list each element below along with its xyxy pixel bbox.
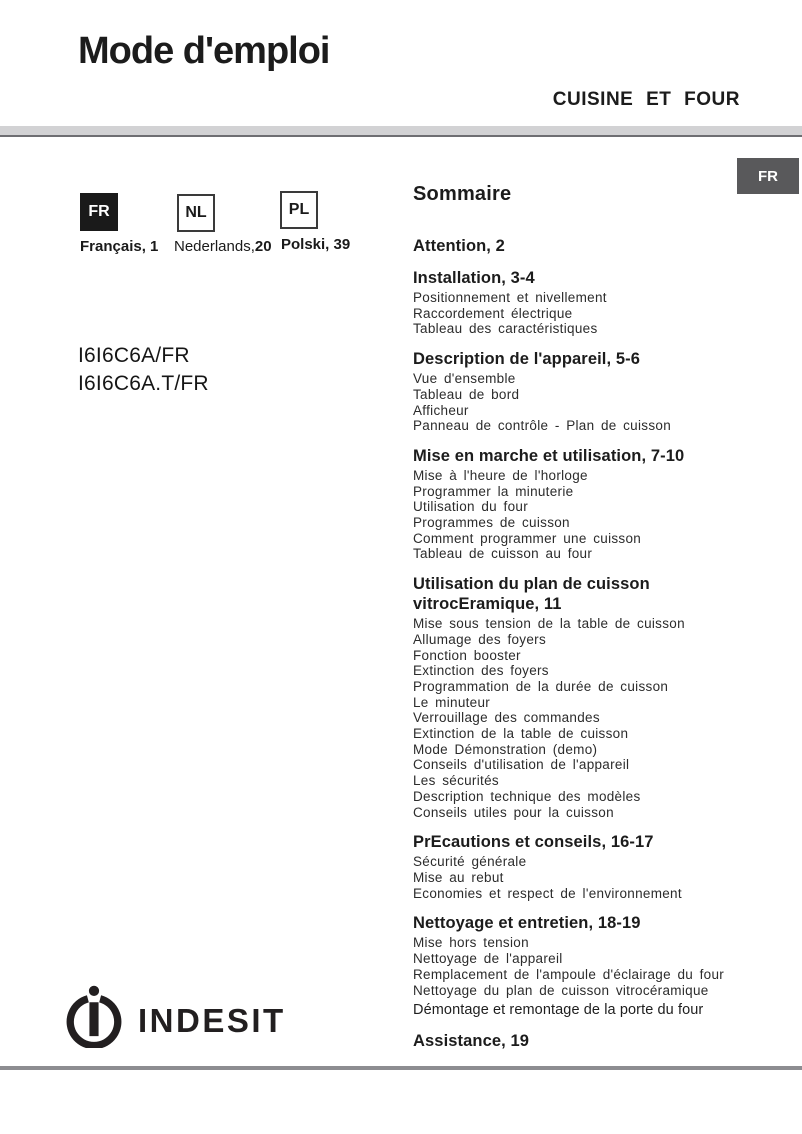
- language-corner-tab: FR: [737, 158, 799, 194]
- toc-item: Programmes de cuisson: [413, 515, 570, 531]
- language-box-pl: PL: [280, 191, 318, 229]
- toc-section-title: Utilisation du plan de cuisson vitrocEramique, 11: [413, 575, 650, 614]
- language-name-pl: Polski,: [281, 236, 330, 253]
- toc-item: Tableau de bord: [413, 386, 520, 402]
- toc-item-note: Démontage et remontage de la porte du four: [413, 1002, 704, 1019]
- toc-item: Utilisation du four: [413, 499, 529, 515]
- document-title: Mode d'emploi: [78, 30, 330, 72]
- toc-item: Mise au rebut: [413, 869, 504, 885]
- toc-item: Conseils d'utilisation de l'appareil: [413, 757, 630, 773]
- toc-item: Extinction des foyers: [413, 663, 549, 679]
- toc-section-title: Attention, 2: [413, 237, 505, 255]
- brand-wordmark: INDESIT: [138, 1002, 286, 1039]
- toc-item: Nettoyage du plan de cuisson vitrocéramique: [413, 982, 709, 998]
- toc-item: Remplacement de l'ampoule d'éclairage du four: [413, 966, 725, 982]
- toc-item: Mode Démonstration (demo): [413, 741, 598, 757]
- toc-item: Vue d'ensemble: [413, 371, 516, 387]
- toc-item: Programmer la minuterie: [413, 483, 574, 499]
- document-subtitle: CUISINE ET FOUR: [552, 89, 740, 110]
- toc-section-title: Assistance, 19: [413, 1032, 530, 1051]
- toc-section: [413, 574, 765, 820]
- toc-item: Tableau de cuisson au four: [413, 546, 593, 562]
- footer-rule: [0, 1066, 802, 1070]
- toc-section-title: Mise en marche et utilisation, 7-10: [413, 446, 685, 465]
- language-label-pl: [281, 236, 350, 253]
- model-number-line1: I6I6C6A/FR: [78, 344, 190, 367]
- model-number-line2: I6I6C6A.T/FR: [78, 372, 209, 395]
- toc-item: Le minuteur: [413, 694, 491, 710]
- toc-item: Les sécurités: [413, 773, 499, 789]
- toc-section: [413, 236, 765, 256]
- toc-section: [413, 913, 765, 1019]
- toc-item: Verrouillage des commandes: [413, 710, 600, 726]
- toc-section: [413, 446, 765, 562]
- toc-section: [413, 1031, 765, 1051]
- toc-item: Tableau des caractéristiques: [413, 321, 598, 337]
- toc-section-title: Description de l'appareil, 5-6: [413, 350, 640, 369]
- toc-item: Allumage des foyers: [413, 631, 547, 647]
- toc-item: Nettoyage de l'appareil: [413, 951, 563, 967]
- toc-item: Mise à l'heure de l'horloge: [413, 467, 588, 483]
- toc-item: Afficheur: [413, 402, 469, 418]
- language-page-fr: 1: [150, 238, 159, 255]
- toc-item: Conseils utiles pour la cuisson: [413, 804, 614, 820]
- toc-item: Raccordement électrique: [413, 305, 573, 321]
- toc-section-title: Installation, 3-4: [413, 269, 535, 287]
- language-label-fr: [80, 238, 158, 255]
- toc-item: Comment programmer une cuisson: [413, 530, 642, 546]
- toc-section: [413, 349, 765, 434]
- indesit-logo-icon: [62, 984, 126, 1048]
- toc-item: Fonction booster: [413, 647, 521, 663]
- toc-item: Sécurité générale: [413, 854, 527, 870]
- header-divider-bar: [0, 126, 802, 137]
- language-label-nl: [174, 238, 272, 255]
- language-box-fr: FR: [80, 193, 118, 231]
- toc-item: Mise hors tension: [413, 935, 529, 951]
- toc-item: Mise sous tension de la table de cuisson: [413, 616, 685, 632]
- toc-item: Positionnement et nivellement: [413, 290, 607, 305]
- toc-section-title: Nettoyage et entretien, 18-19: [413, 914, 641, 933]
- toc-section-title: PrEcautions et conseils, 16-17: [413, 833, 654, 852]
- toc-section: [413, 832, 765, 901]
- model-numbers: [78, 342, 209, 398]
- toc-item: Panneau de contrôle - Plan de cuisson: [413, 418, 672, 434]
- brand-logo: [62, 983, 286, 1049]
- toc-item: Description technique des modèles: [413, 788, 641, 804]
- language-page-pl: 39: [333, 236, 351, 253]
- toc-item: Economies et respect de l'environnement: [413, 885, 682, 901]
- toc-sections: [413, 236, 765, 1051]
- toc-item: Extinction de la table de cuisson: [413, 726, 629, 742]
- toc-item: Programmation de la durée de cuisson: [413, 678, 669, 694]
- language-box-nl: NL: [177, 194, 215, 232]
- toc-section: [413, 268, 765, 337]
- language-name-nl: Nederlands,: [174, 238, 255, 255]
- toc-heading: Sommaire: [413, 183, 512, 205]
- table-of-contents: [413, 183, 765, 1063]
- language-page-nl: 20: [254, 238, 272, 255]
- language-name-fr: Français,: [80, 238, 146, 255]
